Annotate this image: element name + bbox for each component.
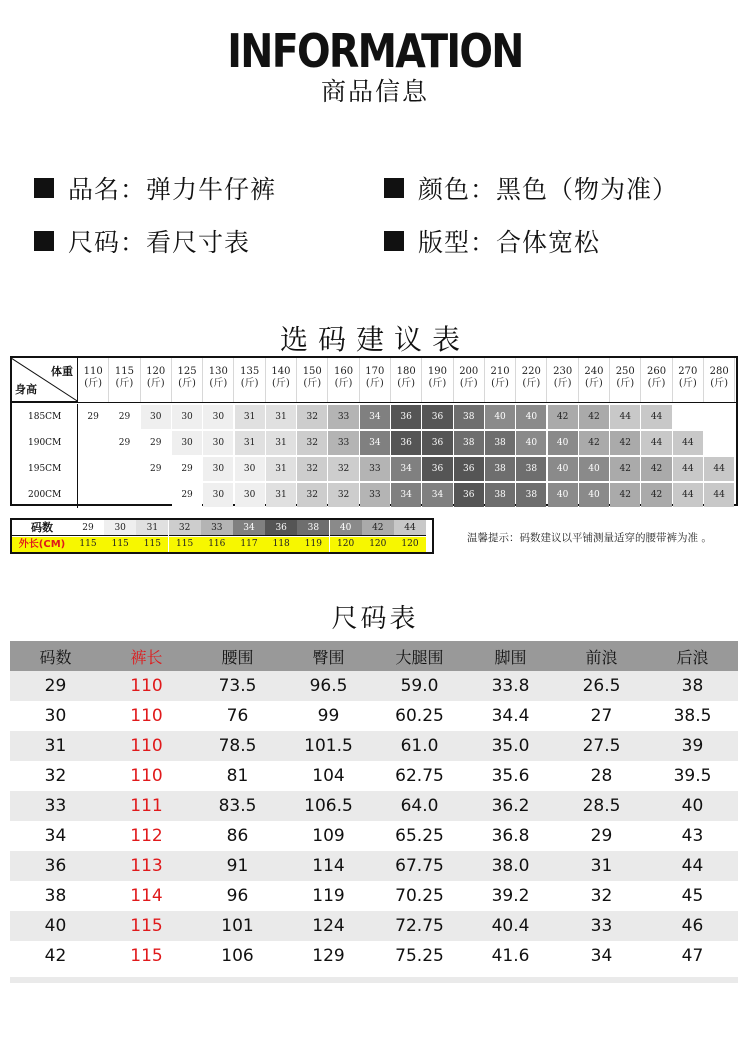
strip-size: 29 xyxy=(72,520,104,536)
size-recommendation-grid xyxy=(10,356,738,506)
table-row xyxy=(10,911,738,941)
strip-size: 33 xyxy=(201,520,233,536)
size-table-body xyxy=(10,671,738,971)
size-cell: 31 xyxy=(235,405,265,429)
weight-value: 120 xyxy=(146,366,166,377)
size-cell: 38 xyxy=(516,457,546,481)
weight-value: 240 xyxy=(584,366,604,377)
weight-header xyxy=(360,358,391,402)
table-cell: 33.8 xyxy=(465,671,556,701)
table-cell: 38.5 xyxy=(647,701,738,731)
table-cell: 38 xyxy=(10,881,101,911)
table-cell: 64.0 xyxy=(374,791,465,821)
size-cell: 42 xyxy=(548,405,578,429)
square-bullet-icon xyxy=(384,231,404,251)
size-cell: 36 xyxy=(422,405,452,429)
size-cell: 40 xyxy=(579,457,609,481)
height-label: 190CM xyxy=(12,430,78,456)
weight-value: 270 xyxy=(678,366,698,377)
size-cell: 31 xyxy=(266,483,296,507)
size-cell: 36 xyxy=(454,457,484,481)
table-cell: 67.75 xyxy=(374,851,465,881)
size-cell: 30 xyxy=(203,483,233,507)
size-cell: 44 xyxy=(673,457,703,481)
weight-unit: (斤) xyxy=(303,378,322,389)
weight-value: 230 xyxy=(553,366,573,377)
table-cell: 75.25 xyxy=(374,941,465,971)
size-label: 码数 xyxy=(12,520,72,536)
table-cell: 45 xyxy=(647,881,738,911)
table-cell: 81 xyxy=(192,761,283,791)
weight-unit: (斤) xyxy=(115,378,134,389)
size-cell: 44 xyxy=(704,483,734,507)
table-cell: 86 xyxy=(192,821,283,851)
info-fit xyxy=(384,223,600,259)
size-cell: 33 xyxy=(328,405,358,429)
size-cell: 30 xyxy=(141,405,171,429)
weight-unit: (斤) xyxy=(585,378,603,389)
size-cell: 40 xyxy=(516,431,546,455)
strip-length: 115 xyxy=(104,537,136,552)
weight-unit: (斤) xyxy=(146,378,165,389)
size-cell: 44 xyxy=(641,431,671,455)
size-cell: 42 xyxy=(579,431,609,455)
weight-header xyxy=(454,358,485,402)
corner-weight-label: 体重 xyxy=(51,365,73,378)
info-size-text: 尺码：看尺寸表 xyxy=(68,228,251,257)
size-cell: 44 xyxy=(704,457,734,481)
table-cell: 35.0 xyxy=(465,731,556,761)
table-cell: 43 xyxy=(647,821,738,851)
weight-value: 110 xyxy=(83,366,103,377)
table-cell: 124 xyxy=(283,911,374,941)
size-cell: 40 xyxy=(485,405,515,429)
square-bullet-icon xyxy=(34,178,54,198)
weight-value: 160 xyxy=(333,366,354,377)
length-strip xyxy=(10,518,434,554)
size-table-header: 大腿围 xyxy=(374,641,465,671)
size-cell: 40 xyxy=(548,431,578,455)
weight-header xyxy=(704,358,735,402)
size-cell: 40 xyxy=(579,483,609,507)
weight-header xyxy=(422,358,453,402)
size-cell: 42 xyxy=(579,405,609,429)
size-cell: 31 xyxy=(266,457,296,481)
table-cell: 32 xyxy=(10,761,101,791)
size-cell: 38 xyxy=(485,431,515,455)
table-cell: 110 xyxy=(101,701,192,731)
table-cell: 110 xyxy=(101,761,192,791)
size-cell: 36 xyxy=(391,405,421,429)
table-cell: 33 xyxy=(556,911,647,941)
recommend-title: 选码建议表 xyxy=(279,323,470,356)
size-cell: 31 xyxy=(235,431,265,455)
strip-length: 120 xyxy=(394,537,426,552)
size-cell: 42 xyxy=(641,457,671,481)
table-cell: 28 xyxy=(556,761,647,791)
size-cell: 33 xyxy=(328,431,358,455)
weight-header xyxy=(297,358,328,402)
weight-value: 115 xyxy=(114,366,134,377)
strip-length: 115 xyxy=(72,537,104,552)
weight-unit: (斤) xyxy=(678,378,697,389)
table-cell: 113 xyxy=(101,851,192,881)
size-table-header: 裤长 xyxy=(101,641,192,671)
table-cell: 59.0 xyxy=(374,671,465,701)
size-cell: 33 xyxy=(360,457,390,481)
weight-header xyxy=(641,358,672,402)
table-cell: 119 xyxy=(283,881,374,911)
weight-header xyxy=(235,358,266,402)
strip-length: 115 xyxy=(136,537,168,552)
table-bottom-strip xyxy=(10,977,738,983)
weight-header xyxy=(579,358,610,402)
table-cell: 114 xyxy=(101,881,192,911)
weight-value: 190 xyxy=(427,366,447,377)
size-cell: 44 xyxy=(673,483,703,507)
size-table-title: 尺码表 xyxy=(331,604,419,634)
table-cell: 104 xyxy=(283,761,374,791)
square-bullet-icon xyxy=(34,231,54,251)
table-cell: 73.5 xyxy=(192,671,283,701)
strip-length: 116 xyxy=(201,537,233,552)
table-cell: 27 xyxy=(556,701,647,731)
size-cell: 32 xyxy=(297,483,327,507)
strip-length: 120 xyxy=(330,537,362,552)
size-cell: 34 xyxy=(360,431,390,455)
size-cell: 30 xyxy=(203,431,233,455)
table-cell: 36.8 xyxy=(465,821,556,851)
size-cell: 42 xyxy=(641,483,671,507)
weight-unit: (斤) xyxy=(553,378,572,389)
strip-size: 32 xyxy=(169,520,201,536)
table-cell: 31 xyxy=(556,851,647,881)
table-cell: 106.5 xyxy=(283,791,374,821)
table-row xyxy=(10,791,738,821)
strip-size: 36 xyxy=(265,520,297,536)
table-cell: 110 xyxy=(101,731,192,761)
weight-unit: (斤) xyxy=(178,378,196,389)
strip-size: 31 xyxy=(136,520,168,536)
table-cell: 115 xyxy=(101,911,192,941)
size-cell: 31 xyxy=(266,405,296,429)
table-cell: 29 xyxy=(556,821,647,851)
table-cell: 72.75 xyxy=(374,911,465,941)
weight-unit: (斤) xyxy=(522,378,541,389)
strip-size: 34 xyxy=(233,520,265,536)
weight-unit: (斤) xyxy=(491,378,509,389)
size-table-header-row xyxy=(10,641,738,671)
size-cell: 29 xyxy=(109,431,139,455)
size-cell: 36 xyxy=(391,431,421,455)
weight-header xyxy=(109,358,140,402)
size-cell: 29 xyxy=(172,483,202,507)
size-cell: 40 xyxy=(548,483,578,507)
table-cell: 41.6 xyxy=(465,941,556,971)
table-cell: 38 xyxy=(647,671,738,701)
table-row xyxy=(10,761,738,791)
weight-value: 140 xyxy=(271,366,291,377)
size-cell: 30 xyxy=(235,483,265,507)
size-cell: 32 xyxy=(297,457,327,481)
weight-unit: (斤) xyxy=(84,378,103,389)
weight-header xyxy=(610,358,641,402)
table-cell: 70.25 xyxy=(374,881,465,911)
weight-header xyxy=(548,358,579,402)
size-cell: 40 xyxy=(516,405,546,429)
size-cell: 32 xyxy=(328,457,358,481)
table-cell: 40 xyxy=(10,911,101,941)
corner-height-label: 身高 xyxy=(15,383,37,396)
weight-value: 220 xyxy=(521,366,541,377)
weight-unit: (斤) xyxy=(209,378,228,389)
size-cell: 34 xyxy=(391,483,421,507)
weight-unit: (斤) xyxy=(334,378,353,389)
table-cell: 35.6 xyxy=(465,761,556,791)
table-cell: 39.5 xyxy=(647,761,738,791)
weight-unit: (斤) xyxy=(647,378,666,389)
weight-header xyxy=(203,358,234,402)
size-cell: 34 xyxy=(422,483,452,507)
strip-size: 40 xyxy=(330,520,362,536)
table-cell: 61.0 xyxy=(374,731,465,761)
weight-unit: (斤) xyxy=(397,378,416,389)
table-cell: 33 xyxy=(10,791,101,821)
length-label: 外长(CM) xyxy=(12,537,72,552)
table-cell: 96.5 xyxy=(283,671,374,701)
height-label: 195CM xyxy=(12,456,78,482)
weight-value: 180 xyxy=(396,366,416,377)
table-cell: 114 xyxy=(283,851,374,881)
size-cell: 29 xyxy=(141,431,171,455)
table-row xyxy=(10,881,738,911)
size-cell: 42 xyxy=(610,483,640,507)
size-cell: 30 xyxy=(203,457,233,481)
size-table xyxy=(10,641,738,971)
table-cell: 99 xyxy=(283,701,374,731)
weight-unit: (斤) xyxy=(272,378,290,389)
table-cell: 76 xyxy=(192,701,283,731)
weight-unit: (斤) xyxy=(710,378,729,389)
measurement-tip: 温馨提示：码数建议以平铺测量适穿的腰带裤为准 。 xyxy=(467,532,712,544)
weight-header xyxy=(78,358,109,402)
square-bullet-icon xyxy=(384,178,404,198)
table-row xyxy=(10,821,738,851)
size-cell: 36 xyxy=(422,431,452,455)
strip-size: 30 xyxy=(104,520,136,536)
table-cell: 39.2 xyxy=(465,881,556,911)
table-cell: 91 xyxy=(192,851,283,881)
size-cell: 30 xyxy=(172,405,202,429)
table-row xyxy=(10,851,738,881)
table-cell: 110 xyxy=(101,671,192,701)
size-cell: 34 xyxy=(360,405,390,429)
table-cell: 38.0 xyxy=(465,851,556,881)
header-title-en: INFORMATION xyxy=(227,24,523,78)
height-label: 185CM xyxy=(12,404,78,430)
info-name-text: 品名：弹力牛仔裤 xyxy=(68,175,277,204)
table-cell: 109 xyxy=(283,821,374,851)
size-table-header: 码数 xyxy=(10,641,101,671)
table-cell: 65.25 xyxy=(374,821,465,851)
strip-length: 119 xyxy=(297,537,329,552)
table-cell: 34 xyxy=(556,941,647,971)
table-cell: 129 xyxy=(283,941,374,971)
weight-unit: (斤) xyxy=(365,378,384,389)
weight-value: 130 xyxy=(208,366,228,377)
table-row xyxy=(10,731,738,761)
table-cell: 40.4 xyxy=(465,911,556,941)
strip-size: 38 xyxy=(297,520,329,536)
size-cell: 44 xyxy=(641,405,671,429)
table-cell: 36.2 xyxy=(465,791,556,821)
strip-size: 42 xyxy=(362,520,394,536)
table-cell: 60.25 xyxy=(374,701,465,731)
size-cell: 36 xyxy=(422,457,452,481)
info-color-text: 颜色：黑色（物为准） xyxy=(418,175,679,204)
table-cell: 30 xyxy=(10,701,101,731)
size-cell: 38 xyxy=(516,483,546,507)
size-cell: 38 xyxy=(485,483,515,507)
weight-unit: (斤) xyxy=(240,378,259,389)
table-cell: 28.5 xyxy=(556,791,647,821)
table-row xyxy=(10,701,738,731)
size-cell: 40 xyxy=(548,457,578,481)
table-row xyxy=(10,671,738,701)
size-cell: 42 xyxy=(610,431,640,455)
weight-unit: (斤) xyxy=(616,378,635,389)
size-table-header: 腰围 xyxy=(192,641,283,671)
weight-header xyxy=(673,358,704,402)
weight-value: 170 xyxy=(365,366,385,377)
grid-corner xyxy=(12,358,78,402)
size-cell: 30 xyxy=(172,431,202,455)
weight-value: 135 xyxy=(240,366,260,377)
table-cell: 106 xyxy=(192,941,283,971)
size-cell: 44 xyxy=(673,431,703,455)
size-cell: 32 xyxy=(297,431,327,455)
table-cell: 29 xyxy=(10,671,101,701)
weight-value: 260 xyxy=(646,366,667,377)
size-cell: 31 xyxy=(266,431,296,455)
strip-length: 117 xyxy=(233,537,265,552)
info-name xyxy=(34,170,276,206)
info-fit-text: 版型：合体宽松 xyxy=(418,228,601,257)
info-size xyxy=(34,223,250,259)
weight-header xyxy=(516,358,547,402)
table-cell: 96 xyxy=(192,881,283,911)
table-cell: 112 xyxy=(101,821,192,851)
size-cell: 42 xyxy=(610,457,640,481)
size-cell: 29 xyxy=(141,457,171,481)
table-cell: 27.5 xyxy=(556,731,647,761)
weight-header xyxy=(391,358,422,402)
weight-header xyxy=(172,358,203,402)
size-cell: 32 xyxy=(297,405,327,429)
table-cell: 62.75 xyxy=(374,761,465,791)
table-cell: 26.5 xyxy=(556,671,647,701)
strip-size: 44 xyxy=(394,520,426,536)
table-cell: 101.5 xyxy=(283,731,374,761)
weight-value: 150 xyxy=(302,366,322,377)
strip-length: 115 xyxy=(169,537,201,552)
table-cell: 78.5 xyxy=(192,731,283,761)
table-cell: 115 xyxy=(101,941,192,971)
weight-value: 250 xyxy=(615,366,635,377)
table-cell: 36 xyxy=(10,851,101,881)
table-cell: 83.5 xyxy=(192,791,283,821)
weight-header xyxy=(266,358,297,402)
table-row xyxy=(10,941,738,971)
header-title-cn: 商品信息 xyxy=(320,77,429,106)
table-cell: 46 xyxy=(647,911,738,941)
table-cell: 111 xyxy=(101,791,192,821)
size-cell: 29 xyxy=(109,405,139,429)
size-cell: 38 xyxy=(454,405,484,429)
size-cell: 33 xyxy=(360,483,390,507)
size-cell: 32 xyxy=(328,483,358,507)
info-color xyxy=(384,170,678,206)
height-label: 200CM xyxy=(12,482,78,508)
table-cell: 42 xyxy=(10,941,101,971)
weight-unit: (斤) xyxy=(459,378,478,389)
size-table-header: 臀围 xyxy=(283,641,374,671)
size-cell: 38 xyxy=(454,431,484,455)
size-table-header: 脚围 xyxy=(465,641,556,671)
table-cell: 39 xyxy=(647,731,738,761)
table-cell: 31 xyxy=(10,731,101,761)
size-cell: 29 xyxy=(172,457,202,481)
size-cell: 34 xyxy=(391,457,421,481)
weight-header xyxy=(328,358,359,402)
table-cell: 32 xyxy=(556,881,647,911)
table-cell: 34 xyxy=(10,821,101,851)
weight-value: 210 xyxy=(490,366,510,377)
table-cell: 40 xyxy=(647,791,738,821)
grid-header-divider xyxy=(12,402,736,403)
size-table-header: 后浪 xyxy=(647,641,738,671)
size-cell: 29 xyxy=(78,405,108,429)
size-table-header: 前浪 xyxy=(556,641,647,671)
size-cell: 36 xyxy=(454,483,484,507)
weight-value: 200 xyxy=(459,366,479,377)
table-cell: 34.4 xyxy=(465,701,556,731)
size-cell: 44 xyxy=(610,405,640,429)
weight-value: 125 xyxy=(177,366,197,377)
size-cell: 30 xyxy=(203,405,233,429)
table-cell: 44 xyxy=(647,851,738,881)
weight-value: 280 xyxy=(709,366,729,377)
table-cell: 101 xyxy=(192,911,283,941)
strip-length: 120 xyxy=(362,537,394,552)
size-cell: 38 xyxy=(485,457,515,481)
strip-length: 118 xyxy=(265,537,297,552)
weight-unit: (斤) xyxy=(428,378,447,389)
size-cell: 30 xyxy=(235,457,265,481)
table-cell: 47 xyxy=(647,941,738,971)
weight-header xyxy=(141,358,172,402)
weight-header xyxy=(485,358,516,402)
